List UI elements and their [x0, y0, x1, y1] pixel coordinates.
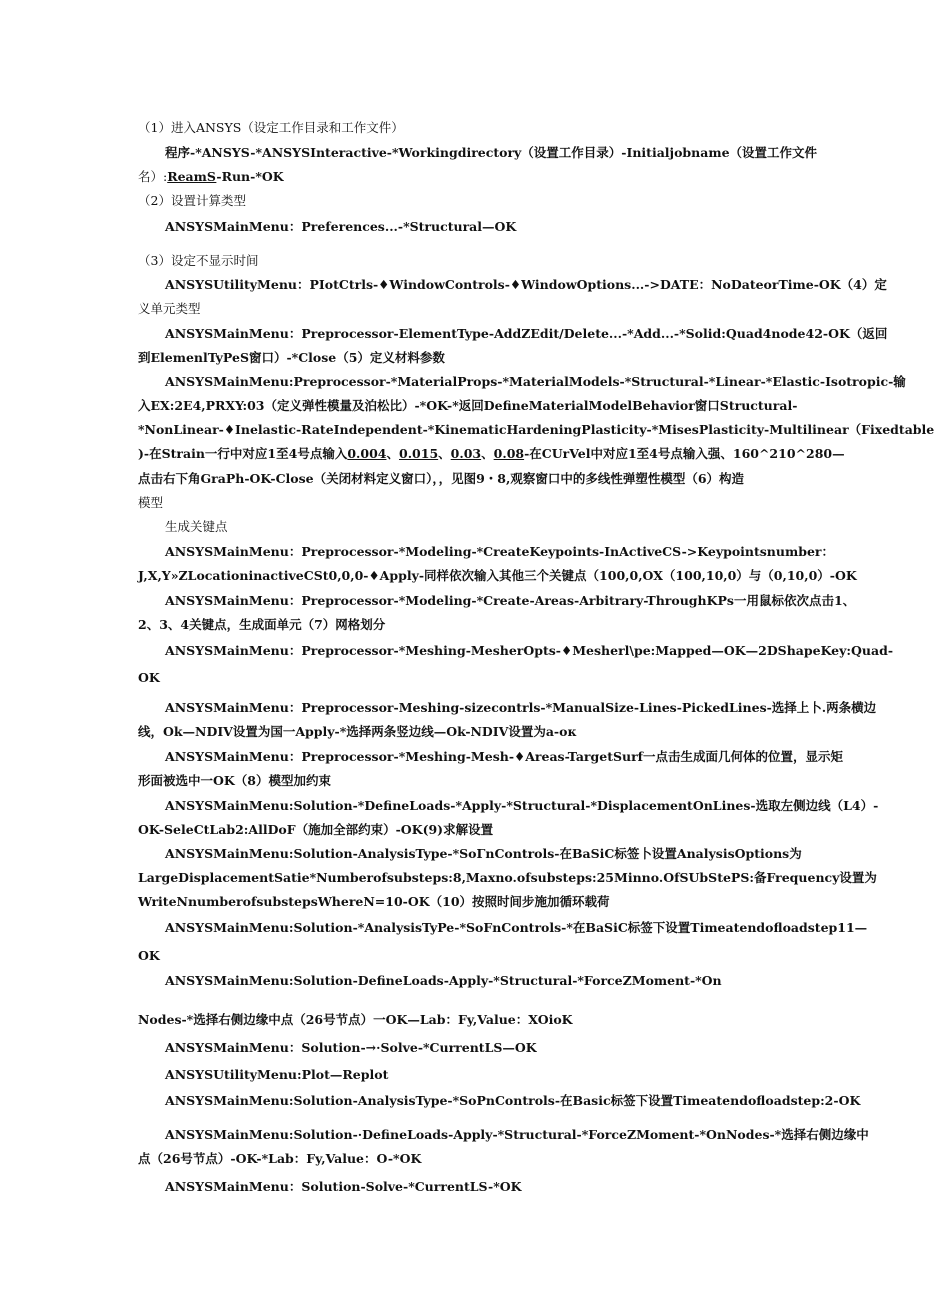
paragraph-line: ANSYSMainMenu：Preprocessor-*Meshing-Mesh-♦Areas-TargetSurf一点击生成面几何体的位置，显示矩: [165, 749, 844, 764]
paragraph-line: OK: [138, 670, 160, 685]
paragraph-line: 点（26号节点）-OK-*Lab：Fy,Value：O-*OK: [138, 1151, 422, 1166]
paragraph-line: ANSYSMainMenu：Preprocessor-ElementType-AddZEdit/Delete...-*Add...-*Solid:Quad4node42-OK（返回: [165, 326, 888, 341]
paragraph-line: ANSYSMainMenu:Preprocessor-*MaterialProps-*MaterialModels-*Structural-*Linear-*Elastic-Isotropic-输: [165, 374, 906, 389]
paragraph-line: J,X,Y»ZLocationinactiveCSt0,0,0-♦Apply-同样依次输入其他三个关键点（100,0,OX（100,10,0）与（0,10,0）-OK: [138, 568, 857, 583]
paragraph-line: 名）:ReamS-Run-*OK: [138, 169, 284, 184]
paragraph-line: )-在Strain一行中对应1至4号点输入0.004、0.015、0.03、0.08-在CUrVel中对应1至4号点输入强、160^210^280—: [138, 446, 845, 461]
step-3-heading: （3）设定不显示时间: [138, 253, 259, 268]
paragraph-line: ANSYSMainMenu:Solution-AnalysisType-*SoPnControls-在Basic标签下设置Timeatendofloadstep:2-OK: [165, 1093, 861, 1108]
paragraph-line: ANSYSMainMenu：Preprocessor-Meshing-sizecontrls-*ManualSize-Lines-PickedLines-选择上卜.两条横边: [165, 700, 877, 715]
paragraph-line: ANSYSMainMenu：Preprocessor-*Modeling-*Create-Areas-Arbitrary-ThroughKPs一用鼠标依次点击1、: [165, 593, 856, 608]
paragraph-line: OK: [138, 948, 160, 963]
paragraph-line: ANSYSMainMenu：Solution-→·Solve-*CurrentLS—OK: [165, 1040, 537, 1055]
paragraph-line: OK-SeleCtLab2:AllDoF（施加全部约束）-OK(9)求解设置: [138, 822, 494, 837]
paragraph-line: 形面被选中一OK（8）模型加约束: [138, 773, 331, 788]
paragraph-line: ANSYSMainMenu:Solution-*DefineLoads-*Apply-*Structural-*DisplacementOnLines-选取左侧边线（L4）-: [165, 798, 879, 813]
paragraph-line: ANSYSMainMenu ： Preprocessor-*Modeling-*CreateKeypoints-InActiveCS->Keypointsnumber ：: [165, 544, 835, 559]
paragraph-line: *NonLinear-♦Inelastic-RateIndependent-*KinematicHardeningPlasticity-*MisesPlasticity-Multilinear（Fixedtable: [138, 422, 934, 437]
paragraph-line: ANSYSMainMenu：Solution-Solve-*CurrentLS-*OK: [165, 1179, 522, 1194]
paragraph-line: ANSYSUtilityMenu：PIotCtrls-♦WindowControls-♦WindowOptions...->DATE：NoDateorTime-OK（4）定: [165, 277, 887, 292]
jobname-value: ReamS: [167, 169, 217, 184]
paragraph-line: ANSYSMainMenu:Solution-·DefineLoads-Apply-*Structural-*ForceZMoment-*OnNodes-*选择右侧边缘中: [165, 1127, 869, 1142]
subheading: 生成关键点: [165, 519, 228, 534]
paragraph-line: ANSYSMainMenu：Preprocessor-*Meshing-MesherOpts-♦Mesherl\pe:Mapped—OK—2DShapeKey:Quad-: [165, 643, 894, 658]
strain-value: 0.08: [493, 446, 525, 461]
paragraph-line: 线，Ok—NDIV设置为国一Apply-*选择两条竖边线—Ok-NDIV设置为a-oκ: [138, 724, 577, 739]
strain-value: 0.015: [399, 446, 439, 461]
step-2-heading: （2）设置计算类型: [138, 193, 246, 208]
strain-value: 0.004: [347, 446, 387, 461]
paragraph-line: WriteNnumberofsubstepsWhereN=10-OK（10）按照时间步施加循环载荷: [138, 894, 610, 909]
paragraph-line: 程序-*ANSYS-*ANSYSInteractive-*Workingdirectory（设置工作目录）-Initialjobname（设置工作文件: [165, 145, 818, 160]
paragraph-line: LargeDisplacementSatie*Numberofsubsteps:8,Maxno.ofsubsteps:25Minno.OfSUbStePS:备Frequency设置为: [138, 870, 877, 885]
paragraph-line: 入EX:2E4,PRXY:03（定义弹性模量及泊松比）-*OK-*返回DefineMaterialModelBehavior窗口Structural-: [138, 398, 798, 413]
paragraph-line: ANSYSMainMenu:Solution-DefineLoads-Apply-*Structural-*ForceZMoment-*On: [165, 973, 722, 988]
paragraph-line: 2、3、4关键点，生成面单元（7）网格划分: [138, 617, 386, 632]
paragraph-line: ANSYSUtilityMenu:Plot—Replot: [165, 1067, 389, 1082]
paragraph-line: ANSYSMainMenu:Solution-AnalysisType-*SoΓnControls-在BaSiC标签卜设置AnalysisOptions为: [165, 846, 802, 861]
paragraph-line: ANSYSMainMenu:Solution-*AnalysisTyPe-*SoFnControls-*在BaSiC标签下设置Timeatendofloadstep11—: [165, 920, 868, 935]
paragraph-line: 义单元类型: [138, 301, 201, 316]
paragraph-line: Nodes-*选择右侧边缘中点（26号节点）一OK—Lab：Fy,Value：XOioK: [138, 1012, 573, 1027]
paragraph-line: 点击右下角GraPh-OK-Close（关闭材料定义窗口），，见图9・8,观察窗口中的多线性弹塑性模型（6）构造: [138, 471, 745, 486]
strain-value: 0.03: [450, 446, 482, 461]
paragraph-line: 到ElemenlTyPeS窗口）-*Close（5）定义材料参数: [138, 350, 445, 365]
paragraph-line: 模型: [138, 495, 164, 510]
paragraph-line: ANSYSMainMenu：Preferences...-*Structural—OK: [165, 219, 517, 234]
step-1-heading: （1）进入ANSYS（设定工作目录和工作文件）: [138, 120, 404, 135]
